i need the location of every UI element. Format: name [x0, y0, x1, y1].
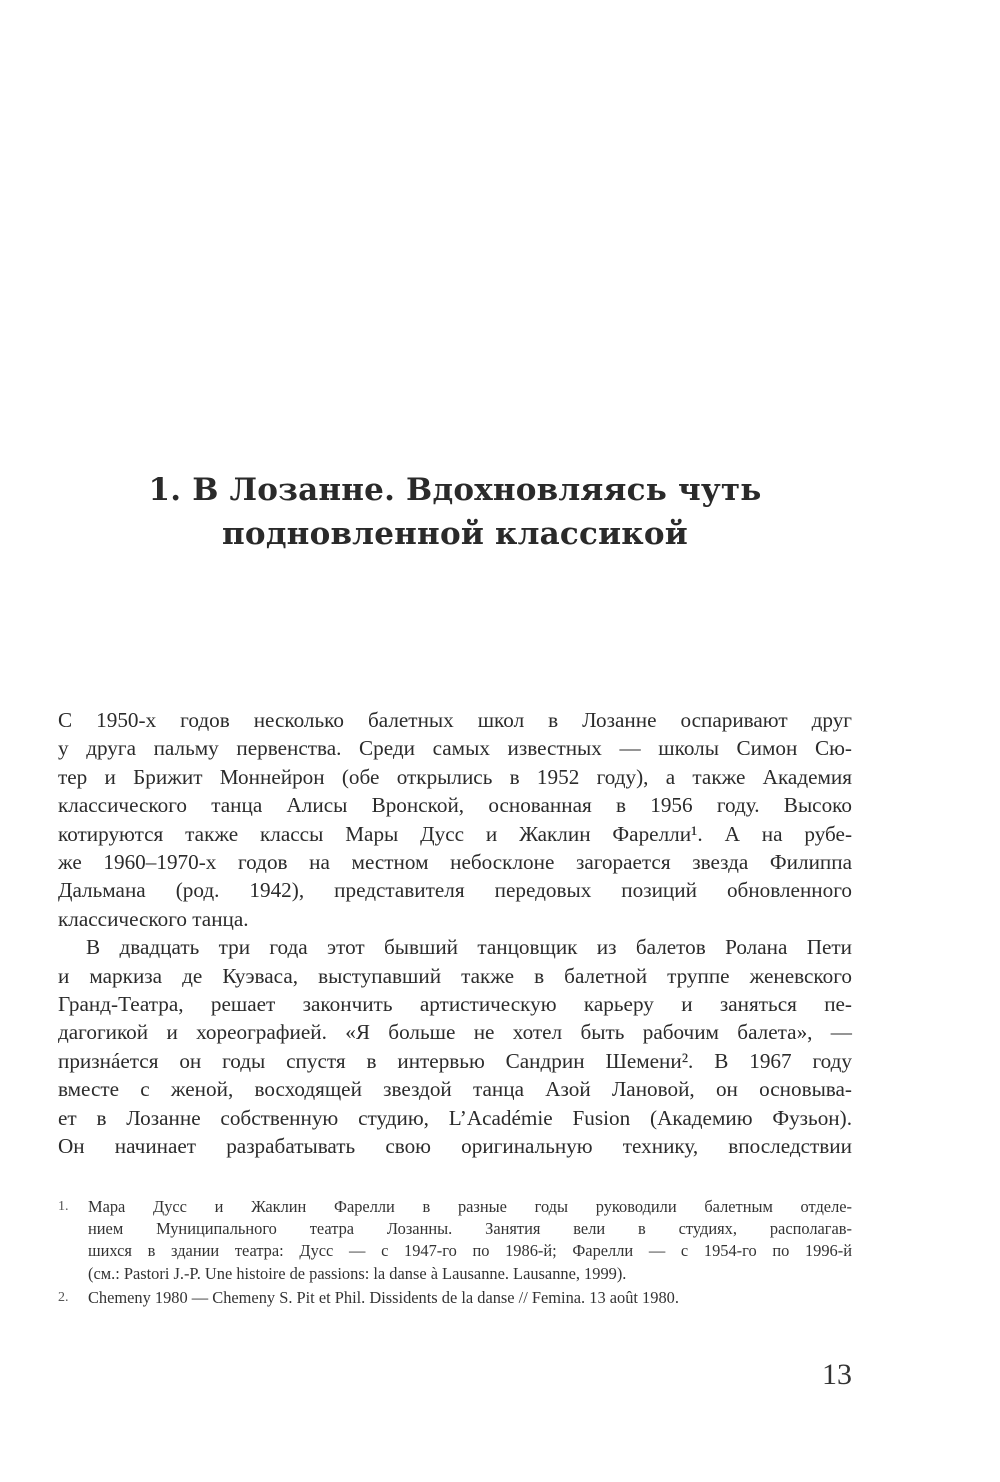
body-line: дагогикой и хореографией. «Я больше не хотел быть рабочим балета», — — [58, 1020, 852, 1045]
footnote-line: Мара Дусс и Жаклин Фарелли в разные годы руководили балетным отделе- — [88, 1197, 852, 1216]
footnote-number: 1. — [58, 1199, 69, 1214]
body-line: ет в Лозанне собственную студию, L’Académie Fusion (Академию Фузьон). — [58, 1105, 852, 1130]
body-line: Дальмана (род. 1942), представителя передовых позиций обновленного — [58, 878, 852, 903]
body-line: Гранд-Театра, решает закончить артистическую карьеру и заняться пе- — [58, 992, 852, 1017]
footnote-line: нием Муниципального театра Лозанны. Занятия вели в студиях, располагав- — [88, 1219, 852, 1239]
body-line: и маркиза де Куэваса, выступавший также в балетной труппе женевского — [58, 963, 852, 988]
body-line: же 1960–1970-х годов на местном небосклоне загорается звезда Филиппа — [58, 850, 852, 875]
chapter-title — [60, 468, 850, 556]
footnote-number: 2. — [58, 1289, 69, 1305]
body-line: вместе с женой, восходящей звездой танца Азой Лановой, он основыва- — [58, 1077, 852, 1102]
chapter-title-line: 1. В Лозанне. Вдохновляясь чуть — [148, 472, 762, 508]
footnote — [58, 1196, 852, 1285]
body-line: Он начинает разрабатывать свою оригинальную технику, впоследствии — [58, 1134, 852, 1159]
body-line: у друга пальму первенства. Среди самых известных — школы Симон Сю- — [58, 736, 852, 761]
page-number: 13 — [822, 1358, 852, 1391]
footnote-line: шихся в здании театра: Дусс — с 1947-го по 1986-й; Фарелли — с 1954-го по 1996-й — [88, 1241, 852, 1261]
footnote — [58, 1287, 852, 1309]
body-text — [58, 706, 852, 1161]
body-line: классического танца Алисы Вронской, основанная в 1956 году. Высоко — [58, 793, 852, 818]
body-line: котируются также классы Мары Дусс и Жаклин Фарелли¹. А на рубе- — [58, 821, 852, 846]
body-line: признáется он годы спустя в интервью Сандрин Шемени². В 1967 году — [58, 1048, 852, 1073]
body-line: С 1950-х годов несколько балетных школ в Лозанне оспаривают друг — [58, 708, 852, 732]
body-line: тер и Брижит Моннейрон (обе открылись в 1952 году), а также Академия — [58, 764, 852, 789]
body-line: В двадцать три года этот бывший танцовщик из балетов Ролана Пети — [86, 935, 852, 960]
footnotes — [58, 1196, 852, 1311]
body-line: классического танца. — [58, 906, 249, 931]
footnote-line: (см.: Pastori J.-P. Une histoire de passions: la danse à Lausanne. Lausanne, 1999). — [88, 1263, 627, 1283]
chapter-title-line: подновленной классикой — [222, 516, 688, 552]
footnote-line: Chemeny 1980 — Chemeny S. Pit et Phil. Dissidents de la danse // Femina. 13 août 1980. — [88, 1287, 679, 1307]
